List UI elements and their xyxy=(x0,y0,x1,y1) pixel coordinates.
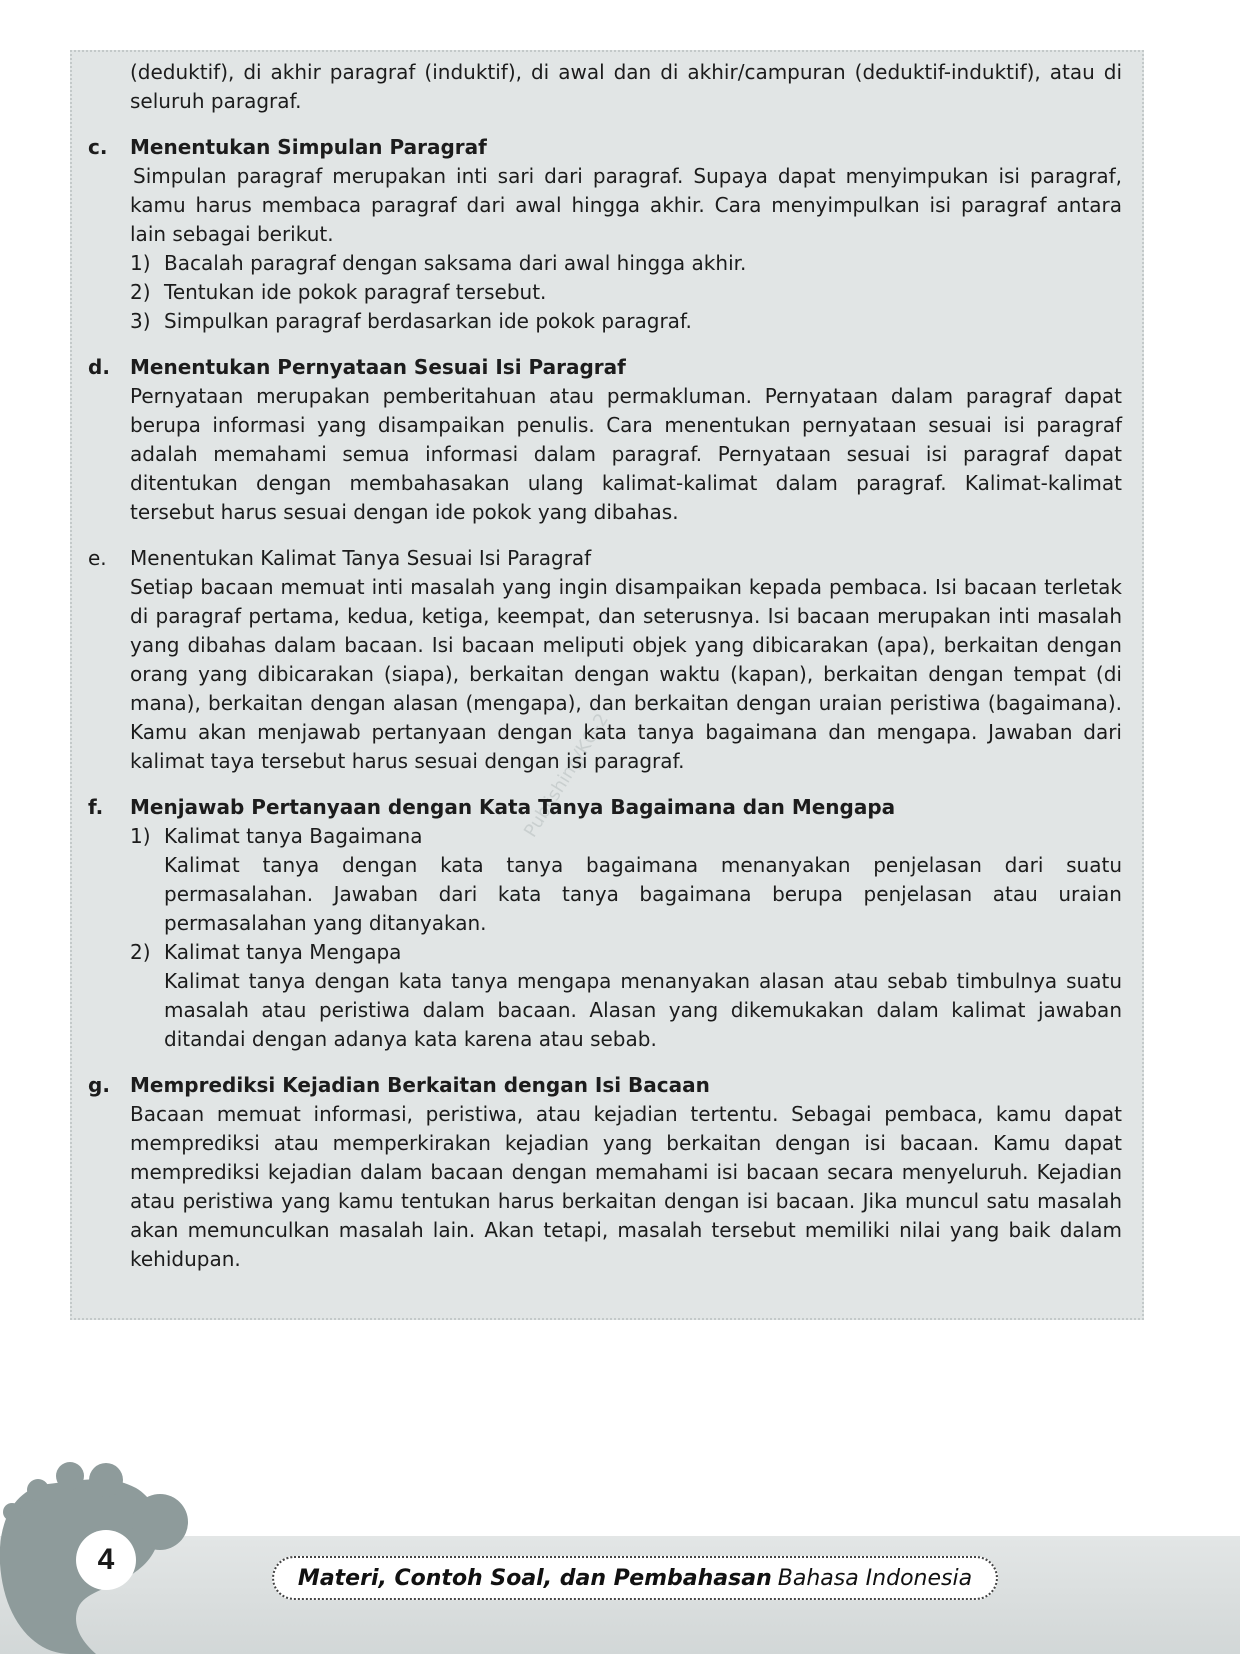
section-body: Pernyataan merupakan pemberitahuan atau permakluman. Pernyataan dalam paragraf dapat berupa informasi yang disampaikan penulis. Cara menentukan pernyataan sesuai isi paragraf adalah memahami semua informasi dalam paragraf. Pernyataan sesuai isi paragraf dapat ditentukan dengan membahasakan ulang kalimat-kalimat dalam paragraf. Kalimat-kalimat tersebut harus sesuai dengan ide pokok yang dibahas. xyxy=(130,384,1122,524)
section-body: Bacaan memuat informasi, peristiwa, atau kejadian tertentu. Sebagai pembaca, kamu dapat memprediksi atau memperkirakan kejadian yang berkaitan dengan isi bacaan. Kamu dapat memprediksi kejadian dalam bacaan dengan memahami isi bacaan secara menyeluruh. Kejadian atau peristiwa yang kamu tentukan harus berkaitan dengan isi bacaan. Jika muncul satu masalah akan memunculkan masalah lain. Akan tetapi, masalah tersebut memiliki nilai yang baik dalam kehidupan. xyxy=(130,1102,1122,1271)
list-item xyxy=(130,822,1122,938)
section-body: Setiap bacaan memuat inti masalah yang ingin disampaikan kepada pembaca. Isi bacaan terletak di paragraf pertama, kedua, ketiga, keempat, dan seterusnya. Isi bacaan merupakan inti masalah yang dibahas dalam bacaan. Isi bacaan meliputi objek yang dibicarakan (apa), berkaitan dengan orang yang dibicarakan (siapa), berkaitan dengan waktu (kapan), berkaitan dengan tempat (di mana), berkaitan dengan alasan (mengapa), dan berkaitan dengan uraian peristiwa (bagaimana). Kamu akan menjawab pertanyaan dengan kata tanya bagaimana dan mengapa. Jawaban dari kalimat taya tersebut harus sesuai dengan isi paragraf. xyxy=(130,575,1122,773)
list-label: Kalimat tanya Bagaimana xyxy=(164,824,423,848)
document-content xyxy=(88,58,1122,1274)
footer-title-subject: Bahasa Indonesia xyxy=(777,1565,973,1591)
list-item xyxy=(130,278,1122,307)
watermark: Publishing/KG-2 xyxy=(520,709,613,842)
footer-book-title xyxy=(272,1556,998,1600)
section-f xyxy=(88,793,1122,1054)
list-text: Tentukan ide pokok paragraf tersebut. xyxy=(164,280,547,304)
page-number: 4 xyxy=(76,1530,136,1590)
section-letter: g. xyxy=(88,1073,110,1097)
section-title: Menentukan Simpulan Paragraf xyxy=(130,135,487,159)
list-text: Kalimat tanya dengan kata tanya mengapa menanyakan alasan atau sebab timbulnya suatu masalah atau peristiwa dalam bacaan. Alasan yang dikemukakan dalam kalimat jawaban ditandai dengan adanya kata karena atau sebab. xyxy=(164,969,1122,1051)
section-c xyxy=(88,133,1122,336)
continuation-paragraph: (deduktif), di akhir paragraf (induktif), di awal dan di akhir/campuran (deduktif-induktif), atau di seluruh paragraf. xyxy=(130,60,1122,113)
list-number: 1) xyxy=(130,251,151,275)
section-title: Menjawab Pertanyaan dengan Kata Tanya Bagaimana dan Mengapa xyxy=(130,795,896,819)
section-letter: c. xyxy=(88,135,108,159)
section-d xyxy=(88,353,1122,527)
list-text: Kalimat tanya dengan kata tanya bagaimana menanyakan penjelasan dari suatu permasalahan. Jawaban dari kata tanya bagaimana berupa penjelasan atau uraian permasalahan yang ditanyakan. xyxy=(164,853,1122,935)
section-title: Memprediksi Kejadian Berkaitan dengan Isi Bacaan xyxy=(130,1073,710,1097)
numbered-list xyxy=(130,822,1122,1054)
list-number: 2) xyxy=(130,940,151,964)
section-letter: d. xyxy=(88,355,110,379)
footer-title-bold: Materi, Contoh Soal, dan Pembahasan xyxy=(297,1565,772,1591)
section-letter: e. xyxy=(88,546,107,570)
list-number: 2) xyxy=(130,280,151,304)
section-title: Menentukan Kalimat Tanya Sesuai Isi Paragraf xyxy=(130,546,592,570)
list-label: Kalimat tanya Mengapa xyxy=(164,940,402,964)
section-e xyxy=(88,544,1122,776)
section-letter: f. xyxy=(88,795,104,819)
list-item xyxy=(130,307,1122,336)
numbered-list xyxy=(130,249,1122,336)
list-number: 1) xyxy=(130,824,151,848)
list-number: 3) xyxy=(130,309,151,333)
section-body: Simpulan paragraf merupakan inti sari dari paragraf. Supaya dapat menyimpukan isi paragraf, kamu harus membaca paragraf dari awal hingga akhir. Cara menyimpulkan isi paragraf antara lain sebagai berikut. xyxy=(130,164,1122,246)
list-text: Simpulkan paragraf berdasarkan ide pokok paragraf. xyxy=(164,309,692,333)
list-item xyxy=(130,249,1122,278)
list-item xyxy=(130,938,1122,1054)
list-text: Bacalah paragraf dengan saksama dari awal hingga akhir. xyxy=(164,251,747,275)
section-g xyxy=(88,1071,1122,1274)
section-title: Menentukan Pernyataan Sesuai Isi Paragraf xyxy=(130,355,626,379)
